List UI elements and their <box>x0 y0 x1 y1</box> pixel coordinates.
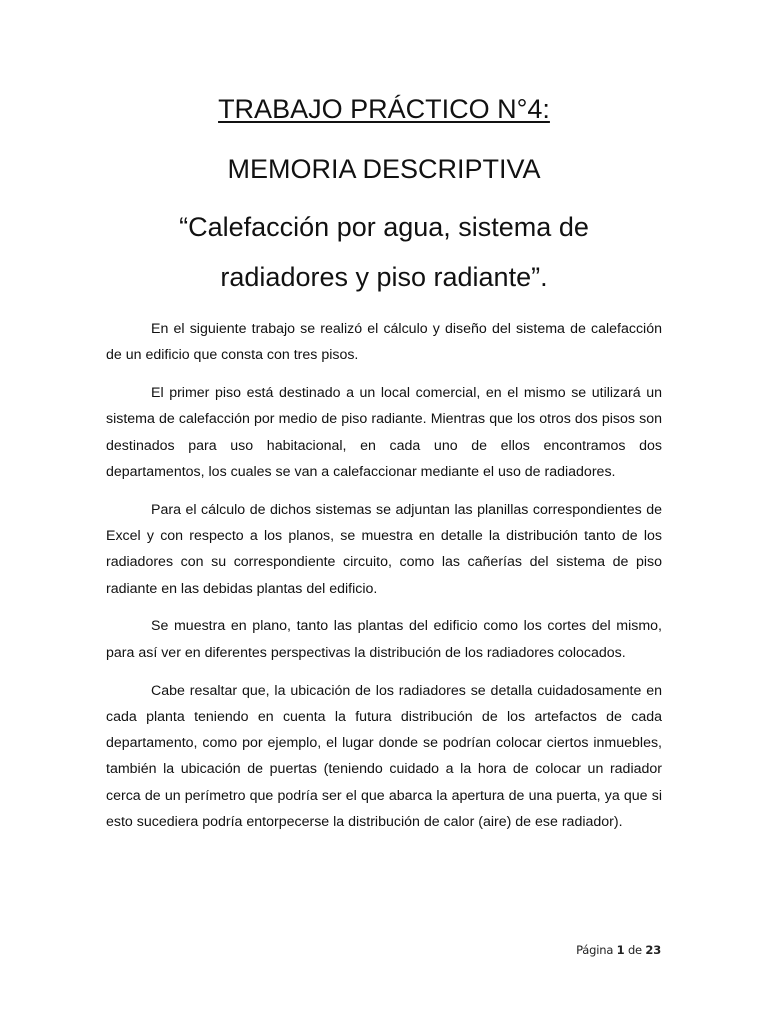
paragraph-1: En el siguiente trabajo se realizó el cálculo y diseño del sistema de calefacción de un edificio que consta con tres pisos. <box>106 321 662 364</box>
document-heading: MEMORIA DESCRIPTIVA <box>227 154 541 184</box>
paragraph-5: Cabe resaltar que, la ubicación de los radiadores se detalla cuidadosamente en cada planta teniendo en cuenta la futura distribución de los artefactos de cada departamento, como por ejemplo, el lugar donde se podrían colocar ciertos inmuebles, también la ubicación de puertas (teniendo cuidado a la hora de colocar un radiador cerca de un perímetro que podría ser el que abarca la apertura de una puerta, ya que si esto sucediera podría entorpecerse la distribución de calor (aire) de ese radiador). <box>106 682 662 831</box>
page-word: Página <box>576 943 614 957</box>
document-subtitle-line-1: “Calefacción por agua, sistema de <box>179 212 589 242</box>
page-number-footer <box>576 943 661 957</box>
of-word: de <box>627 943 642 957</box>
paragraph-4: Se muestra en plano, tanto las plantas del edificio como los cortes del mismo, para así ver en diferentes perspectivas la distribución de los radiadores colocados. <box>106 618 662 661</box>
current-page-number: 1 <box>616 943 625 957</box>
document-body <box>106 316 662 847</box>
total-pages-number: 23 <box>645 943 661 957</box>
document-subtitle-line-2: radiadores y piso radiante”. <box>220 262 548 292</box>
paragraph-2: El primer piso está destinado a un local comercial, en el mismo se utilizará un sistema de calefacción por medio de piso radiante. Mientras que los otros dos pisos son destinados para uso habitacional, en cada uno de ellos encontramos dos departamentos, los cuales se van a calefaccionar mediante el uso de radiadores. <box>106 385 662 480</box>
paragraph-3: Para el cálculo de dichos sistemas se adjuntan las planillas correspondientes de Excel y con respecto a los planos, se muestra en detalle la distribución tanto de los radiadores con su correspondiente circuito, como las cañerías del sistema de piso radiante en las debidas plantas del edificio. <box>106 501 662 597</box>
document-title: TRABAJO PRÁCTICO N°4: <box>218 94 550 124</box>
